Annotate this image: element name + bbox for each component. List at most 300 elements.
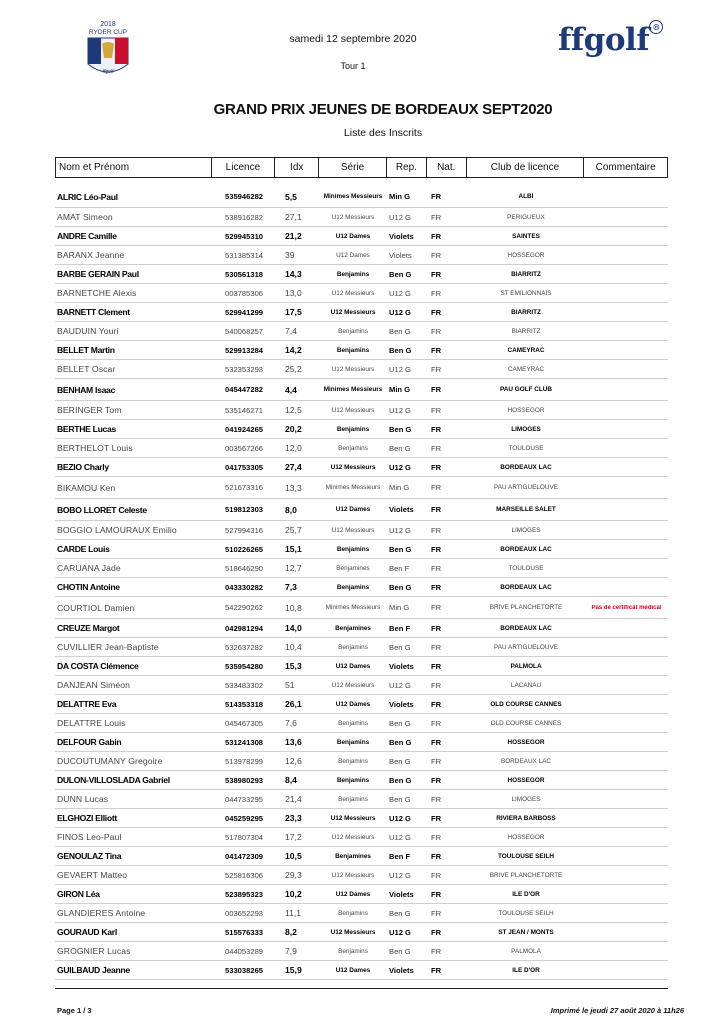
cell-licence: 042981294 (225, 623, 264, 633)
cell-licence: 529941299 (225, 307, 264, 317)
cell-name: CUVILLIER Jean-Baptiste (57, 642, 159, 652)
cell-licence: 532637282 (225, 642, 264, 652)
cell-name: CARUANA Jade (57, 563, 121, 573)
table-row (55, 360, 668, 379)
cell-idx: 4,4 (285, 384, 297, 395)
cell-serie: Benjamines (335, 852, 371, 860)
header-idx: Idx (275, 158, 319, 177)
cell-rep: Violets (389, 661, 414, 671)
cell-idx: 14,2 (285, 345, 302, 355)
cell-licence: 535954280 (225, 661, 264, 671)
cell-club: BORDEAUX LAC (500, 583, 552, 591)
cell-name: ANDRE Camille (57, 231, 117, 241)
cell-serie: U12 Messieurs (330, 814, 376, 822)
cell-name: DANJEAN Siméon (57, 680, 131, 690)
cell-nat: FR (431, 718, 442, 728)
cell-idx: 7,6 (285, 718, 297, 728)
cell-licence: 041472309 (225, 851, 264, 861)
cell-nat: FR (431, 443, 442, 453)
cell-serie: Benjamins (338, 947, 368, 955)
cell-rep: Ben G (389, 642, 411, 652)
table-row (55, 961, 668, 980)
cell-name: GEVAERT Matteo (57, 870, 128, 880)
cell-club: PAU ARTIGUELOUVE (493, 643, 559, 651)
cell-nat: FR (431, 505, 442, 514)
cell-idx: 8,4 (285, 775, 297, 785)
cell-serie: Benjamins (338, 643, 368, 651)
cell-nat: FR (431, 345, 442, 355)
table-row (55, 420, 668, 439)
cell-serie: Minimes Messieurs (323, 193, 383, 200)
cell-name: BARNETT Clement (57, 307, 130, 317)
cell-rep: U12 G (389, 462, 411, 472)
cell-name: GLANDIERES Antoine (57, 908, 146, 918)
table-end-rule (55, 988, 668, 989)
cell-rep: Min G (389, 483, 410, 492)
cell-name: DELATTRE Louis (57, 718, 126, 728)
cell-club: PALMOLA (511, 947, 541, 955)
cell-idx: 17,5 (285, 307, 302, 317)
cell-idx: 13,3 (285, 482, 302, 493)
cell-licence: 041753305 (225, 462, 264, 472)
cell-rep: U12 G (389, 870, 411, 880)
cell-idx: 39 (285, 250, 295, 260)
cell-rep: Violets (389, 231, 414, 241)
cell-nat: FR (431, 544, 442, 554)
cell-idx: 26,1 (285, 699, 302, 709)
cell-idx: 21,2 (285, 231, 302, 241)
cell-idx: 17,2 (285, 832, 302, 842)
cell-nat: FR (431, 525, 442, 535)
cell-idx: 27,4 (285, 462, 302, 472)
cell-club: CAMEYRAC (507, 365, 545, 373)
table-row (55, 521, 668, 540)
table-row (55, 597, 668, 619)
table-row (55, 559, 668, 578)
cell-club: MARSEILLE SALET (496, 506, 556, 513)
cell-name: GROGNIER Lucas (57, 946, 131, 956)
table-row (55, 401, 668, 420)
header-club: Club de licence (467, 158, 585, 177)
table-row (55, 303, 668, 322)
cell-rep: U12 G (389, 212, 411, 222)
cell-club: BRIVE PLANCHETORTE (489, 871, 563, 879)
ffgolf-logo-text: ffgolf (558, 22, 650, 58)
cell-licence: 514353318 (225, 699, 264, 709)
cell-nat: FR (431, 832, 442, 842)
cell-idx: 11,1 (285, 908, 302, 918)
cell-licence: 535946282 (225, 192, 264, 201)
table-row (55, 904, 668, 923)
cell-name: GIRON Léa (57, 889, 100, 899)
cell-club: SAINTES (512, 232, 540, 240)
cell-nat: FR (431, 965, 442, 975)
cell-name: AMAT Simeon (57, 212, 113, 222)
cell-rep: Ben G (389, 424, 412, 434)
cell-club: RIVIERA BARBOSS (496, 814, 556, 822)
cell-idx: 12,0 (285, 443, 302, 453)
cell-nat: FR (431, 756, 442, 766)
table-row (55, 439, 668, 458)
cell-serie: Minimes Messieurs (325, 484, 381, 491)
cell-nat: FR (431, 737, 442, 747)
cell-licence: 515576333 (225, 927, 264, 937)
cell-name: CARDE Louis (57, 544, 110, 554)
cell-serie: U12 Dames (335, 662, 371, 670)
cell-rep: Violets (389, 889, 414, 899)
cell-licence: 003567266 (225, 443, 264, 453)
cell-name: ALRIC Léo-Paul (57, 191, 118, 202)
table-row (55, 477, 668, 499)
cell-nat: FR (431, 642, 442, 652)
header-rep: Rep. (387, 158, 427, 177)
cell-name: BELLET Martin (57, 345, 115, 355)
cell-club: TOULOUSE (508, 444, 544, 452)
cell-serie: U12 Dames (335, 506, 371, 513)
cell-nat: FR (431, 775, 442, 785)
cell-serie: U12 Messieurs (330, 463, 376, 471)
table-row (55, 733, 668, 752)
cell-idx: 13,6 (285, 737, 302, 747)
table-row (55, 322, 668, 341)
header-serie: Série (319, 158, 387, 177)
cell-name: BARNETCHE Alexis (57, 288, 137, 298)
cell-idx: 21,4 (285, 794, 302, 804)
cell-rep: Ben G (389, 946, 411, 956)
cell-idx: 29,3 (285, 870, 302, 880)
cell-name: FINOS Leo-Paul (57, 832, 122, 842)
cell-serie: Benjamins (336, 738, 370, 746)
cell-club: CAMEYRAC (507, 346, 545, 354)
cell-licence: 527994316 (225, 525, 264, 535)
page-subtitle: Liste des Inscrits (343, 127, 423, 139)
cell-name: COURTIOL Damien (57, 602, 135, 613)
cell-name: DELFOUR Gabin (57, 737, 122, 747)
cell-nat: FR (431, 889, 442, 899)
cell-licence: 513978299 (225, 756, 264, 766)
cell-serie: Benjamins (338, 909, 368, 917)
cell-club: TOULOUSE SEILH (498, 909, 554, 917)
cell-club: BORDEAUX LAC (500, 545, 552, 553)
cell-club: BORDEAUX LAC (500, 757, 552, 765)
cell-licence: 529913284 (225, 345, 264, 355)
cell-serie: Benjamins (338, 719, 368, 727)
cell-idx: 25,2 (285, 364, 302, 374)
cell-nat: FR (431, 794, 442, 804)
cell-nat: FR (431, 870, 442, 880)
cell-serie: Benjamins (338, 444, 368, 452)
cell-licence: 530561318 (225, 269, 264, 279)
cell-licence: 531385314 (225, 250, 264, 260)
cell-licence: 521673316 (225, 483, 264, 492)
cell-serie: U12 Messieurs (331, 406, 375, 414)
cell-serie: Benjamins (336, 425, 370, 433)
cell-licence: 044053289 (225, 946, 264, 956)
cell-name: CREUZE Margot (57, 623, 120, 633)
cell-club: ST JEAN / MONTS (498, 928, 554, 936)
cell-club: OLD COURSE CANNES (490, 700, 562, 708)
cell-rep: Ben G (389, 544, 412, 554)
table-row (55, 866, 668, 885)
cell-licence: 003652293 (225, 908, 264, 918)
cell-name: BERINGER Tom (57, 405, 122, 415)
cell-club: HOSSEGOR (507, 406, 545, 414)
cell-rep: U12 G (389, 927, 411, 937)
table-row (55, 379, 668, 401)
cell-club: BIARRITZ (511, 270, 541, 278)
cell-idx: 20,2 (285, 424, 302, 434)
table-row (55, 540, 668, 559)
cell-name: ELGHOZI Elliott (57, 813, 117, 823)
table-row (55, 638, 668, 657)
cell-rep: Violets (389, 965, 414, 975)
cell-serie: U12 Dames (336, 251, 370, 259)
cell-club: TOULOUSE (508, 564, 544, 572)
table-body (55, 186, 668, 980)
cell-serie: Minimes Messieurs (325, 604, 381, 611)
cell-licence: 529945310 (225, 231, 264, 241)
cell-name: BARANX Jeanne (57, 250, 125, 260)
cell-nat: FR (431, 813, 442, 823)
cell-nat: FR (431, 326, 442, 336)
cell-serie: Benjamines (336, 564, 370, 572)
table-row (55, 923, 668, 942)
cell-idx: 51 (285, 680, 295, 690)
cell-licence: 510226265 (225, 544, 264, 554)
cell-name: DUNN Lucas (57, 794, 109, 804)
cell-name: GUILBAUD Jeanne (57, 965, 130, 975)
cell-serie: U12 Messieurs (331, 213, 375, 221)
cell-serie: Benjamins (336, 270, 370, 278)
cell-club: BORDEAUX LAC (500, 624, 552, 632)
cell-name: GENOULAZ Tina (57, 851, 122, 861)
cell-rep: Min G (389, 192, 411, 201)
cell-idx: 14,0 (285, 623, 302, 633)
cell-serie: Benjamins (336, 545, 370, 553)
cell-idx: 8,0 (285, 504, 297, 515)
table-row (55, 208, 668, 227)
cell-idx: 7,3 (285, 582, 297, 592)
cell-rep: Ben F (389, 851, 411, 861)
cell-club: LACANAU (510, 681, 542, 689)
cell-nat: FR (431, 364, 442, 374)
ffgolf-registered-icon: ® (649, 20, 663, 34)
table-row (55, 341, 668, 360)
cell-club: LIMOGES (511, 425, 541, 433)
cell-serie: Benjamins (336, 776, 370, 784)
cell-club: ILE D'OR (512, 966, 540, 974)
cell-name: BIKAMOU Ken (57, 482, 116, 493)
header-comment: Commentaire (595, 162, 656, 173)
cell-nat: FR (431, 851, 442, 861)
cell-licence: 535146271 (225, 405, 264, 415)
cell-nat: FR (431, 288, 442, 298)
table-row (55, 676, 668, 695)
cell-licence: 045467305 (225, 718, 264, 728)
cell-name: BERTHELOT Louis (57, 443, 133, 453)
cell-licence: 538980293 (225, 775, 264, 785)
header-nat: Nat. (427, 158, 467, 177)
ryder-cup-logo (82, 18, 134, 84)
header-name: Nom et Prénom (56, 158, 212, 177)
cell-licence: 041924265 (225, 424, 264, 434)
cell-rep: Violets (389, 505, 414, 514)
cell-comment: Pas de certificat médical (591, 604, 662, 611)
cell-licence: 003785306 (225, 288, 264, 298)
cell-nat: FR (431, 307, 442, 317)
cell-licence: 542290262 (225, 603, 264, 612)
cell-club: TOULOUSE SEILH (498, 852, 554, 860)
table-row (55, 499, 668, 521)
table-row (55, 771, 668, 790)
cell-rep: Ben G (389, 756, 411, 766)
cell-club: BORDEAUX LAC (500, 463, 552, 471)
cell-club: ST EMILIONNAIS (500, 289, 552, 297)
cell-rep: U12 G (389, 680, 411, 690)
cell-nat: FR (431, 603, 442, 612)
cell-nat: FR (431, 563, 442, 573)
cell-rep: Ben G (389, 443, 411, 453)
ryder-sub: ffgolf (102, 69, 114, 75)
cell-name: BENHAM Isaac (57, 384, 116, 395)
table-row (55, 186, 668, 208)
cell-serie: U12 Messieurs (331, 833, 375, 841)
cell-licence: 044733295 (225, 794, 264, 804)
table-row (55, 458, 668, 477)
tour-label: Tour 1 (340, 61, 366, 71)
cell-nat: FR (431, 680, 442, 690)
cell-serie: U12 Messieurs (330, 308, 376, 316)
cell-rep: U12 G (389, 288, 411, 298)
entrants-table (55, 157, 668, 980)
cell-licence: 533483302 (225, 680, 264, 690)
cell-nat: FR (431, 212, 442, 222)
cell-nat: FR (431, 661, 442, 671)
cell-name: BARBE GERAIN Paul (57, 269, 139, 279)
cell-licence: 533038265 (225, 965, 264, 975)
cell-nat: FR (431, 231, 442, 241)
cell-name: CHOTIN Antoine (57, 582, 120, 592)
cell-idx: 14,3 (285, 269, 302, 279)
cell-club: PALMOLA (510, 662, 542, 670)
cell-rep: Ben F (389, 563, 410, 573)
cell-licence: 538916282 (225, 212, 264, 222)
cell-idx: 10,2 (285, 889, 302, 899)
table-row (55, 246, 668, 265)
cell-name: BERTHE Lucas (57, 424, 116, 434)
cell-name: DELATTRE Eva (57, 699, 117, 709)
cell-serie: U12 Dames (335, 966, 371, 974)
table-header (55, 157, 668, 178)
cell-rep: U12 G (389, 307, 411, 317)
cell-idx: 12,7 (285, 563, 302, 573)
cell-licence: 518646290 (225, 563, 264, 573)
cell-idx: 12,5 (285, 405, 302, 415)
cell-rep: Violets (389, 250, 412, 260)
cell-club: PAU GOLF CLUB (499, 386, 553, 393)
cell-rep: Ben G (389, 775, 412, 785)
cell-club: ILE D'OR (512, 890, 540, 898)
cell-rep: U12 G (389, 525, 411, 535)
cell-idx: 7,4 (285, 326, 297, 336)
cell-club: OLD COURSE CANNES (490, 719, 562, 727)
cell-rep: Ben G (389, 326, 411, 336)
ryder-text: RYDER CUP (88, 29, 128, 36)
cell-rep: Ben G (389, 794, 411, 804)
cell-rep: Violets (389, 699, 414, 709)
ryder-year: 2018 (100, 21, 116, 28)
cell-club: BIARRITZ (511, 327, 541, 335)
cell-licence: 519812303 (225, 505, 264, 514)
cell-club: BRIVE PLANCHETORTE (489, 604, 563, 611)
cell-nat: FR (431, 946, 442, 956)
table-row (55, 885, 668, 904)
cell-licence: 045259295 (225, 813, 264, 823)
cell-licence: 043330282 (225, 582, 264, 592)
cell-rep: Ben G (389, 737, 412, 747)
cell-serie: U12 Messieurs (331, 526, 375, 534)
cell-nat: FR (431, 269, 442, 279)
cell-club: PAU ARTIGUELOUVE (493, 484, 559, 491)
table-row (55, 752, 668, 771)
cell-serie: U12 Messieurs (331, 681, 375, 689)
cell-serie: Benjamins (338, 757, 368, 765)
cell-idx: 27,1 (285, 212, 302, 222)
cell-serie: U12 Dames (335, 700, 371, 708)
cell-club: HOSSEGOR (507, 833, 545, 841)
cell-idx: 15,9 (285, 965, 302, 975)
cell-idx: 15,3 (285, 661, 302, 671)
table-row (55, 714, 668, 733)
cell-nat: FR (431, 927, 442, 937)
cell-rep: Ben G (389, 908, 411, 918)
cell-name: BEZIO Charly (57, 462, 109, 472)
cell-club: BIARRITZ (511, 308, 541, 316)
cell-name: DA COSTA Clémence (57, 661, 139, 671)
cell-name: BOGGIO LAMOURAUX Emilio (57, 525, 177, 535)
cell-rep: Ben G (389, 345, 412, 355)
cell-rep: Ben G (389, 582, 412, 592)
table-row (55, 809, 668, 828)
cell-nat: FR (431, 192, 442, 201)
cell-name: GOURAUD Karl (57, 927, 117, 937)
cell-club: HOSSEGOR (507, 251, 545, 259)
cell-club: HOSSEGOR (507, 776, 545, 784)
table-row (55, 578, 668, 597)
cell-rep: U12 G (389, 813, 411, 823)
table-row (55, 847, 668, 866)
cell-serie: U12 Dames (335, 890, 371, 898)
cell-nat: FR (431, 908, 442, 918)
cell-name: BOBO LLORET Celeste (57, 504, 147, 515)
cell-nat: FR (431, 405, 442, 415)
cell-idx: 13,0 (285, 288, 302, 298)
cell-licence: 517807304 (225, 832, 264, 842)
cell-rep: Min G (389, 603, 410, 612)
cell-rep: Min G (389, 385, 411, 394)
cell-licence: 045447282 (225, 385, 264, 394)
print-timestamp: Imprimé le jeudi 27 août 2020 à 11h26 (550, 1006, 684, 1015)
cell-idx: 7,9 (285, 946, 297, 956)
table-row (55, 790, 668, 809)
cell-nat: FR (431, 462, 442, 472)
cell-club: HOSSEGOR (507, 738, 545, 746)
cell-idx: 15,1 (285, 544, 302, 554)
cell-idx: 12,6 (285, 756, 302, 766)
cell-nat: FR (431, 582, 442, 592)
cell-club: LIMOGES (511, 526, 541, 534)
cell-serie: U12 Messieurs (331, 365, 375, 373)
